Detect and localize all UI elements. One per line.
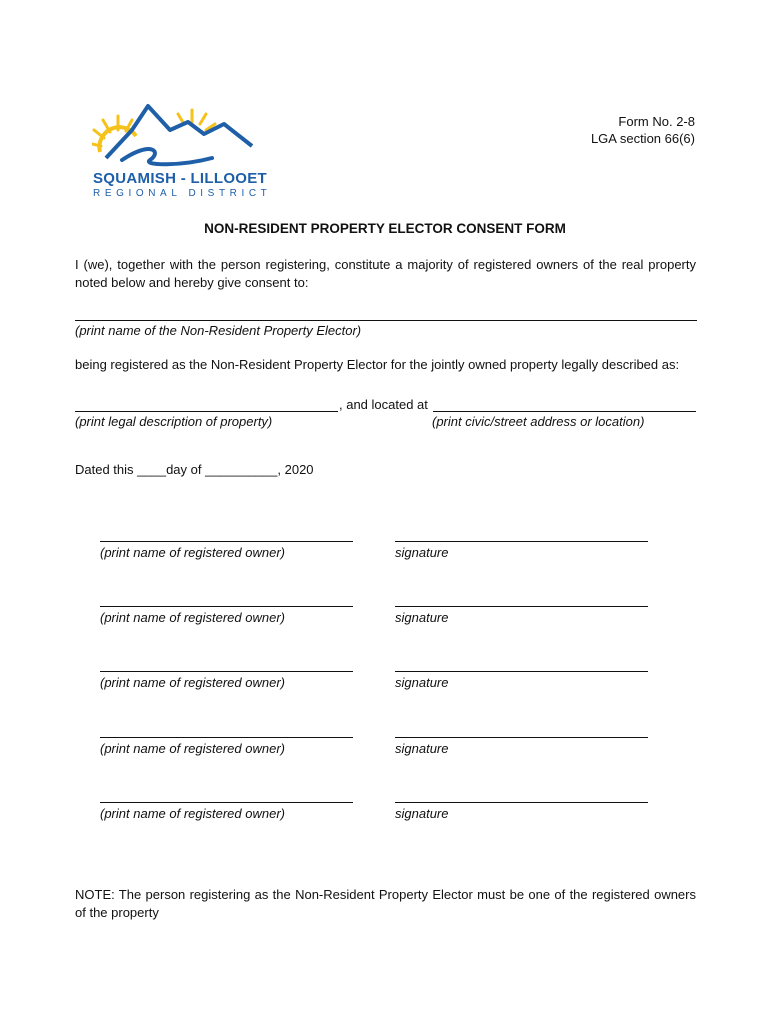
legal-description-line[interactable]: [75, 411, 338, 412]
owner-row: [0, 802, 770, 832]
elector-name-line[interactable]: [75, 320, 697, 321]
dated-line[interactable]: Dated this ____day of __________, 2020: [75, 462, 314, 477]
signature-label: signature: [395, 610, 449, 625]
address-line[interactable]: [433, 411, 696, 412]
owner-name-line[interactable]: [100, 802, 353, 803]
signature-line[interactable]: [395, 802, 648, 803]
signature-line[interactable]: [395, 541, 648, 542]
owner-name-label: (print name of registered owner): [100, 610, 285, 625]
owner-name-label: (print name of registered owner): [100, 741, 285, 756]
owner-name-label: (print name of registered owner): [100, 675, 285, 690]
signature-line[interactable]: [395, 671, 648, 672]
lga-section: LGA section 66(6): [590, 131, 695, 146]
signature-line[interactable]: [395, 606, 648, 607]
form-number-block: [591, 113, 695, 147]
owner-name-line[interactable]: [100, 671, 353, 672]
logo-name: SQUAMISH - LILLOOET: [93, 170, 268, 187]
owner-name-label: (print name of registered owner): [100, 545, 285, 560]
signature-line[interactable]: [395, 737, 648, 738]
located-at-text: , and located at: [339, 397, 428, 412]
elector-name-label: (print name of the Non-Resident Property Elector): [75, 323, 362, 338]
legal-description-label: (print legal description of property): [75, 414, 273, 429]
note-paragraph: NOTE: The person registering as the Non-Resident Property Elector must be one of the registered owners of the property: [75, 887, 696, 920]
intro-paragraph: I (we), together with the person registering, constitute a majority of registered owners of the real property noted below and hereby give consent to:: [75, 257, 696, 290]
signature-label: signature: [395, 675, 449, 690]
owner-name-line[interactable]: [100, 737, 353, 738]
address-label: (print civic/street address or location): [432, 414, 645, 429]
owner-name-line[interactable]: [100, 541, 353, 542]
form-number: Form No. 2-8: [618, 114, 695, 129]
owner-row: [0, 671, 770, 701]
owner-row: [0, 737, 770, 767]
being-registered-text: being registered as the Non-Resident Property Elector for the jointly owned property legally described as:: [75, 357, 680, 372]
owner-name-label: (print name of registered owner): [100, 806, 285, 821]
owner-name-line[interactable]: [100, 606, 353, 607]
signature-label: signature: [395, 806, 449, 821]
signature-label: signature: [395, 545, 449, 560]
signature-label: signature: [395, 741, 449, 756]
page-title: NON-RESIDENT PROPERTY ELECTOR CONSENT FORM: [204, 221, 566, 236]
logo-subtitle: REGIONAL DISTRICT: [93, 188, 272, 199]
owner-row: [0, 606, 770, 636]
owner-row: [0, 541, 770, 571]
